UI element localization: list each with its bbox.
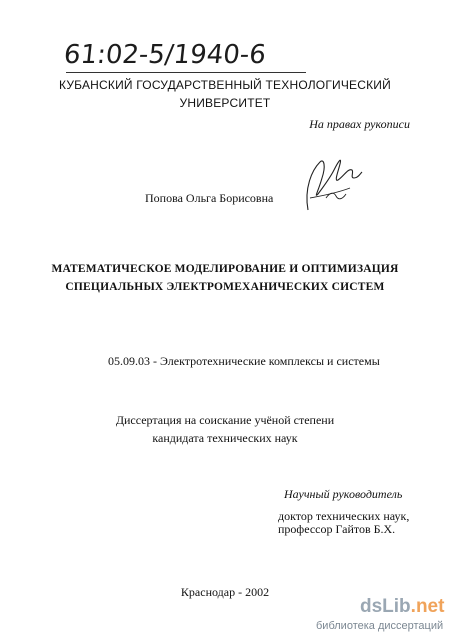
degree-line1: Диссертация на соискание учёной степени [115, 413, 335, 427]
archive-stamp-number: 61:02-5/1940-6 [62, 40, 268, 70]
city-and-year: Краснодар - 2002 [180, 585, 270, 599]
handwritten-signature [290, 148, 370, 218]
institution-name-line1: КУБАНСКИЙ ГОСУДАРСТВЕННЫЙ ТЕХНОЛОГИЧЕСКИЙ [59, 78, 391, 92]
watermark-logo-ds: dsLib [360, 596, 411, 617]
watermark-logo-net: .net [410, 596, 445, 617]
institution-name-line2: УНИВЕРСИТЕТ [179, 96, 271, 110]
supervisor-name: профессор Гайтов Б.Х. [278, 522, 396, 536]
supervisor-title: доктор технических наук, [278, 509, 410, 523]
watermark-subtitle: библиотека диссертаций [316, 620, 444, 632]
author-name: Попова Ольга Борисовна [145, 191, 274, 205]
manuscript-rights-note: На правах рукописи [309, 117, 410, 131]
stamp-underline [66, 72, 306, 73]
degree-line2: кандидата технических наук [152, 431, 298, 445]
supervisor-heading: Научный руководитель [284, 487, 403, 501]
watermark-logo [360, 596, 444, 618]
dissertation-title-line2: СПЕЦИАЛЬНЫХ ЭЛЕКТРОМЕХАНИЧЕСКИХ СИСТЕМ [65, 281, 385, 293]
dissertation-title-line1: МАТЕМАТИЧЕСКОЕ МОДЕЛИРОВАНИЕ И ОПТИМИЗАЦИЯ [51, 263, 399, 275]
specialty-code: 05.09.03 - Электротехнические комплексы и системы [108, 354, 380, 368]
